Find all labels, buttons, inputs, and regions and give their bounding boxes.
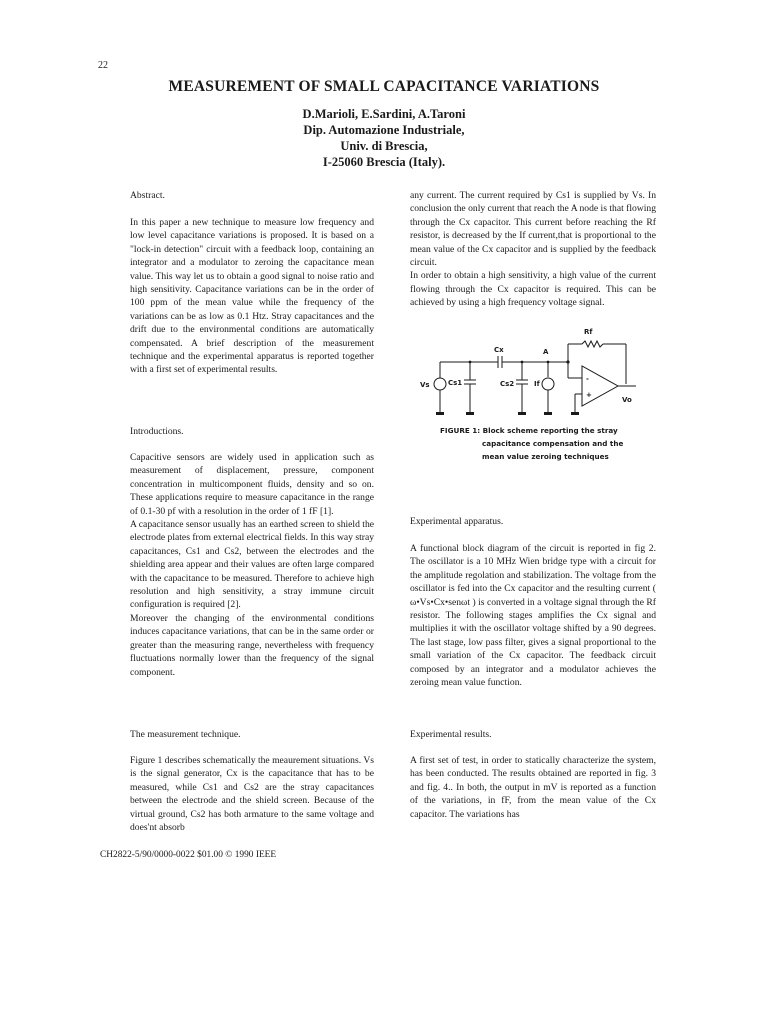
abstract-heading: Abstract. [130, 190, 165, 201]
introductions-heading: Introductions. [130, 426, 184, 437]
right-top-section [410, 189, 656, 310]
figure-1 [410, 322, 656, 422]
node-cs1-dot [469, 361, 472, 364]
ground-cs1 [466, 412, 474, 415]
paper-title: MEASUREMENT OF SMALL CAPACITANCE VARIATIONS [168, 78, 600, 95]
vs-source-circle [434, 378, 446, 390]
measurement-body: Figure 1 describes schematically the meaurement situations. Vs is the signal generator, Cx is the capacitance that has to be measured, while Cs1 and Cs2 are the stray capacitances between the electrode and the shield screen. Because of the virtual ground, Cs2 has both armature to the same voltage and does'nt absorb [130, 755, 374, 834]
ground-cs2 [518, 412, 526, 415]
measurement-heading: The measurement technique. [130, 729, 241, 740]
ground-opamp [571, 412, 579, 415]
copyright-footer: CH2822-5/90/0000-0022 $01.00 © 1990 IEEE [100, 850, 277, 860]
label-minus: - [586, 375, 589, 383]
node-a-dot [566, 360, 569, 363]
right-paragraph-2: In order to obtain a high sensitivity, a high value of the current flowing through the Cx capacitor is required. This can be achieved by using a high frequency voltage signal. [410, 270, 656, 309]
introductions-section [130, 451, 374, 679]
label-vo: Vo [622, 396, 632, 404]
page-number: 22 [98, 60, 108, 71]
apparatus-body: A functional block diagram of the circuit is reported in fig 2. The oscillator is a 10 MHz Wien bridge type with a circuit for the amplitude regolation and stabilization. The voltage from the oscillator is fed into the Cx capacitor and the resulting current ( ω•Vs•Cx•senωt ) is converted in a voltage signal through the Rf resistor. The following stages amplifies the Cx signal and multiplies it with the oscillator voltage shifted by a 90 degrees. The last stage, low pass filter, gives a signal proportional to the small variation of the Cx capacitor. The feedback circuit composed by an integrator and a modulator achieves the zeroing mean value function. [410, 543, 656, 689]
author-names: D.Marioli, E.Sardini, A.Taroni [302, 107, 466, 121]
circuit-diagram [410, 322, 656, 422]
results-body: A first set of test, in order to statically characterize the system, has been conducted. The results obtained are reported in fig. 3 and fig. 4.. In both, the output in mV is reported as a function of the variations, in fF, from the mean value of the Cx capacitor. The variations has [410, 755, 656, 820]
right-paragraph-1: any current. The current required by Cs1 is supplied by Vs. In conclusion the only current that reach the A node is that flowing through the Cx capacitor. This current before reaching the Rf resistor, is decreased by the If current,that is proportional to the mean value of the Cx capacitor and is supplied by the feedback circuit. [410, 190, 656, 269]
abstract-body: In this paper a new technique to measure low frequency and low level capacitance variations is proposed. It is based on a "lock-in detection" circuit with a feedback loop, containing an integrator and a modulator to zeroing the capacitance mean value. This way let us to obtain a good signal to noise ratio and high sensitivity. Capacitance variations can be in the order of 100 ppm of the mean value while the frequency of the variations can be as low as 0.1 Htz. Stray capacitances and the drift due to the environmental conditions are automatically compensated. A brief description of the measurement technique and the experimental apparatus is reported together with a first set of experimental results. [130, 217, 374, 376]
ground-vs [436, 412, 444, 415]
author-block [0, 106, 768, 170]
label-plus: + [586, 391, 592, 399]
author-university: Univ. di Brescia, [340, 139, 428, 153]
label-vs: Vs [420, 381, 430, 389]
caption-line-3: mean value zeroing techniques [482, 452, 609, 461]
apparatus-heading: Experimental apparatus. [410, 516, 504, 527]
results-heading: Experimental results. [410, 729, 492, 740]
label-cs2: Cs2 [500, 380, 515, 388]
op-amp-triangle [582, 366, 618, 406]
label-rf: Rf [584, 328, 593, 336]
node-cs2-dot [521, 361, 524, 364]
author-department: Dip. Automazione Industriale, [303, 123, 465, 137]
introductions-paragraph-1: Capacitive sensors are widely used in application such as measurement of displacement, pressure, component concentration in multicomponent fluids, density and so on. These applications require to measure capacitance in the range of 0.1-30 pf with a resolution in the order of 1 fF [1]. [130, 452, 374, 517]
label-cs1: Cs1 [448, 379, 463, 387]
label-if: If [534, 380, 540, 388]
label-cx: Cx [494, 346, 504, 354]
node-if-dot [547, 361, 550, 364]
if-source-circle [542, 378, 554, 390]
ground-if [544, 412, 552, 415]
author-address: I-25060 Brescia (Italy). [322, 155, 446, 169]
caption-line-1: FIGURE 1: Block scheme reporting the stray [440, 426, 618, 435]
figure-1-caption [440, 424, 656, 463]
caption-line-2: capacitance compensation and the [482, 439, 624, 448]
introductions-paragraph-2: A capacitance sensor usually has an earthed screen to shield the electrode plates from external electrical fields. In this way stray capacitances, Cs1 and Cs2, between the electrodes and the shielding area appear and their values are often large compared with the capacitance to be measured. Therefore to achieve high resolution and high sensitivity, a stray immune circuit configuration is required [2]. [130, 519, 375, 611]
label-a: A [543, 348, 549, 356]
introductions-paragraph-3: Moreover the changing of the environmental conditions induces capacitance variations, that can be in the same order or greater than the measuring range, nevertheless with frequency fluctuations normally lower than the frequency of the signal component. [130, 612, 374, 678]
rf-resistor [582, 341, 603, 347]
